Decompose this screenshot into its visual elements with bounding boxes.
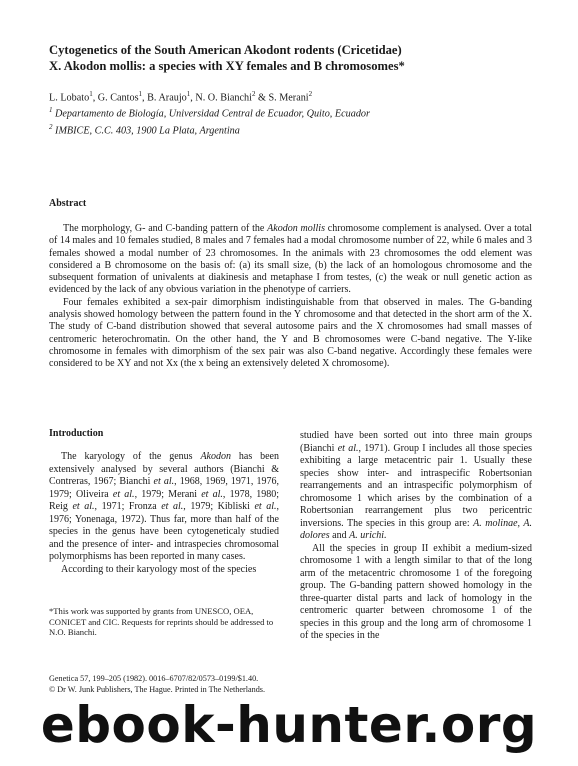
text-run: , 1971). Group I includes all those species exhibiting a large metacentric pair 1. Usually these species show inter- and intraspecific Robertsonian rearrangements and an intraspecific polymorphism of chromosome 1 which arises by the combination of a Robertsonian rearrangement plus two pericentric inversions. The species in this group are: — [300, 442, 532, 529]
text-run: and — [329, 530, 350, 541]
author-block — [49, 88, 549, 137]
species-name: A. urichi. — [349, 530, 387, 541]
introduction-heading: Introduction — [49, 428, 104, 439]
paper-title — [49, 42, 549, 74]
text-run: The karyology of the genus — [61, 451, 201, 462]
text-run: has been extensively analysed by several authors (Bianchi & Contreras, 1967; Bianchi — [49, 451, 279, 487]
right-paragraph-1 — [300, 430, 532, 543]
text-run: chromosome complement is analysed. Over a total of 14 males and 10 females studied, 8 males and 7 females had a modal chromosome number of 22, while 6 males and 3 females showed a modal number of 23 chromosomes. In the animals with 23 chromosomes the odd element was considered a B chromosome on the basis of: (a) its small size, (b) the lack of an homologous chromosome and the subsequent formation of univalents at diakinesis and metaphase I from testes, (c) the weak or null genetic action as evidenced by the lack of any obvious variation in the phenotype of carriers. — [49, 223, 532, 296]
text-run: , 1979; Kibliski — [183, 501, 255, 512]
et-al: et al. — [337, 442, 359, 454]
et-al: et al. — [161, 501, 184, 512]
author-name: & S. Merani — [255, 92, 309, 104]
author-name: , B. Araujo — [142, 92, 187, 104]
introduction-paragraph-1 — [49, 451, 279, 564]
et-al: et al. — [201, 488, 223, 500]
author-name: L. Lobato — [49, 92, 90, 104]
text-run: The morphology, G- and C-banding pattern of the — [63, 223, 268, 234]
funding-footnote: *This work was supported by grants from UNESCO, OEA, CONICET and CIC. Requests for reprints should be addressed to N.O. Bianchi. — [49, 606, 274, 638]
author-name: , G. Cantos — [92, 92, 139, 104]
abstract-paragraph-2: Four females exhibited a sex-pair dimorphism indistinguishable from that observed in males. The G-banding analysis showed homology between the pattern found in the Y chromosome and that detected in the short arm of the X. The study of C-band distribution showed that several autosome pairs and the X chromosomes had small masses of centromeric heterochromatin. On the other hand, the Y and B chromosomes were C-band negative. The Y-like chromosome in females with dimorphism of the sex pair was also C-band negative. Accordingly these females were considered to be XY and not Xx (the x being an extensively deleted X chromosome). — [49, 296, 532, 370]
affiliation-text: IMBICE, C.C. 403, 1900 La Plata, Argentina — [52, 125, 240, 137]
affiliation-2 — [49, 121, 549, 137]
text-run: , 1976; Yonenaga, 1972). Thus far, more than half of the species in the genus have been cytogeneticaly studied and the presence of inter- and intraspecies chromosomal polymorphisms has been reported in many cases. — [49, 501, 280, 562]
species-name: A. molinae, A. dolores — [300, 517, 532, 541]
text-run: studied have been sorted out into three main groups (Bianchi — [300, 430, 532, 454]
author-list — [49, 88, 549, 104]
affiliation-1 — [49, 104, 549, 120]
watermark: ebook-hunter.org — [40, 696, 538, 754]
affiliation-marker: 2 — [49, 122, 53, 131]
title-line-1: Cytogenetics of the South American Akodont rodents (Cricetidae) — [49, 43, 402, 57]
introduction-right-column — [300, 430, 532, 643]
affiliation-text: Departamento de Biología, Universidad Central de Ecuador, Quito, Ecuador — [52, 108, 370, 120]
affiliation-marker: 1 — [49, 106, 53, 115]
affiliation-marker: 1 — [138, 90, 143, 98]
abstract-body — [49, 223, 532, 371]
text-run: , 1979; Merani — [134, 488, 202, 500]
abstract-paragraph-1 — [49, 223, 532, 297]
text-run: , 1968, 1969, 1971, 1976, 1979; Oliveira — [49, 476, 280, 500]
citation-line-2: © Dr W. Junk Publishers, The Hague. Printed in The Netherlands. — [49, 685, 266, 694]
affiliation-marker: 1 — [186, 90, 191, 98]
text-run: , 1971; Fronza — [94, 501, 162, 512]
journal-citation — [49, 673, 349, 695]
et-al: et al. — [72, 501, 95, 512]
introduction-paragraph-2: According to their karyology most of the species — [61, 563, 257, 575]
author-name: , N. O. Bianchi — [190, 92, 252, 104]
text-run: , 1978, 1980; Reig — [49, 488, 280, 512]
genus-name: Akodon — [200, 451, 231, 462]
affiliation-marker: 2 — [308, 90, 313, 98]
citation-line-1: Genetica 57, 199–205 (1982). 0016–6707/82/0573–0199/$1.40. — [49, 674, 259, 683]
title-line-2: X. Akodon mollis: a species with XY females and B chromosomes* — [49, 59, 405, 73]
et-al: et al. — [254, 501, 277, 512]
species-name: Akodon mollis — [267, 223, 325, 234]
et-al: et al. — [112, 488, 135, 500]
et-al: et al. — [153, 476, 175, 487]
affiliation-marker: 1 — [89, 90, 93, 98]
introduction-left-column — [49, 451, 279, 576]
affiliation-marker: 2 — [251, 90, 256, 98]
abstract-heading: Abstract — [49, 198, 87, 209]
right-paragraph-2: All the species in group II exhibit a medium-sized chromosome 1 with a length similar to that of the long arm of the metacentric chromosome 1 of the foregoing group. The G-banding pattern showed homology in the three-quarter distal parts and lack of homology in the centromeric quarter between chromosome 1 of the species in this group and the long arm of chromosome 1 of the species in the — [300, 542, 532, 641]
